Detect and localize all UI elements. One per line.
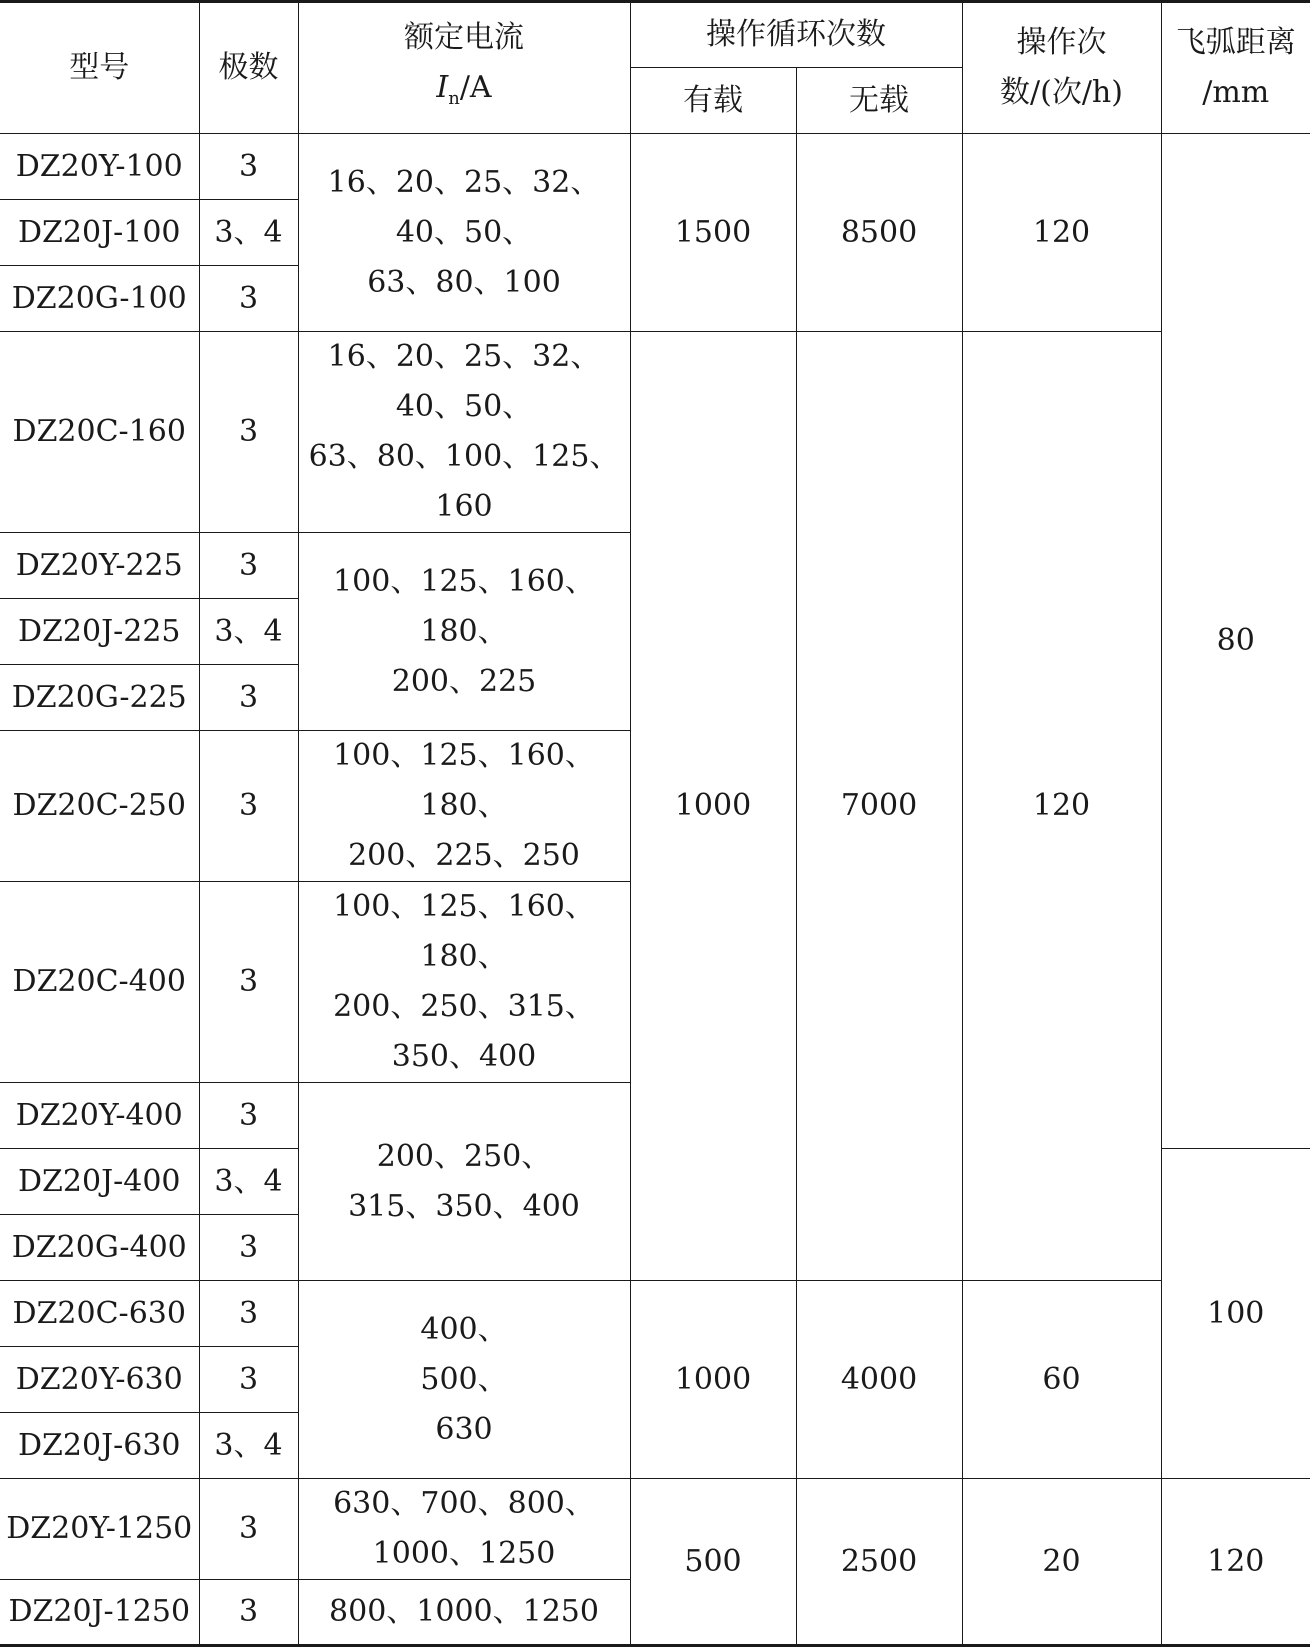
arc-cell: 100: [1161, 1149, 1310, 1479]
current-cell: 100、125、160、180、 200、225、250: [298, 731, 630, 882]
loaded-cell: 1500: [630, 134, 796, 332]
poles-cell: 3: [199, 882, 298, 1083]
current-cell: 16、20、25、32、40、50、 63、80、100: [298, 134, 630, 332]
loaded-cell: 1000: [630, 332, 796, 1281]
unloaded-cell: 2500: [796, 1479, 962, 1646]
table-row: [0, 332, 1310, 533]
model-cell: DZ20Y-225: [0, 533, 199, 599]
model-cell: DZ20G-225: [0, 665, 199, 731]
poles-cell: 3: [199, 266, 298, 332]
header-rated-current: [298, 2, 630, 134]
table-row: [0, 134, 1310, 200]
ops-cell: 120: [962, 332, 1161, 1281]
current-cell: 16、20、25、32、40、50、 63、80、100、125、160: [298, 332, 630, 533]
model-cell: DZ20J-100: [0, 200, 199, 266]
current-cell: 800、1000、1250: [298, 1580, 630, 1646]
poles-cell: 3: [199, 1281, 298, 1347]
poles-cell: 3、4: [199, 1413, 298, 1479]
header-loaded: 有载: [630, 68, 796, 134]
unloaded-cell: 8500: [796, 134, 962, 332]
model-cell: DZ20J-400: [0, 1149, 199, 1215]
header-poles: 极数: [199, 2, 298, 134]
model-cell: DZ20Y-630: [0, 1347, 199, 1413]
current-cell: 100、125、160、180、 200、225: [298, 533, 630, 731]
model-cell: DZ20G-400: [0, 1215, 199, 1281]
poles-cell: 3、4: [199, 200, 298, 266]
poles-cell: 3: [199, 1580, 298, 1646]
poles-cell: 3: [199, 533, 298, 599]
model-cell: DZ20Y-400: [0, 1083, 199, 1149]
current-cell: 400、 500、 630: [298, 1281, 630, 1479]
model-cell: DZ20Y-100: [0, 134, 199, 200]
model-cell: DZ20J-630: [0, 1413, 199, 1479]
model-cell: DZ20C-160: [0, 332, 199, 533]
poles-cell: 3、4: [199, 599, 298, 665]
model-cell: DZ20J-1250: [0, 1580, 199, 1646]
model-cell: DZ20Y-1250: [0, 1479, 199, 1580]
model-cell: DZ20C-630: [0, 1281, 199, 1347]
poles-cell: 3: [199, 1347, 298, 1413]
header-rated-current-unit: $I_n/A$: [436, 69, 492, 109]
poles-cell: 3、4: [199, 1149, 298, 1215]
poles-cell: 3: [199, 332, 298, 533]
poles-cell: 3: [199, 1215, 298, 1281]
current-cell: 630、700、800、 1000、1250: [298, 1479, 630, 1580]
header-operations: 操作次 数/(次/h): [962, 2, 1161, 134]
ops-cell: 120: [962, 134, 1161, 332]
current-cell: 100、125、160、180、 200、250、315、350、400: [298, 882, 630, 1083]
arc-cell: 80: [1161, 134, 1310, 1149]
model-cell: DZ20G-100: [0, 266, 199, 332]
unloaded-cell: 7000: [796, 332, 962, 1281]
header-model: 型号: [0, 2, 199, 134]
poles-cell: 3: [199, 1083, 298, 1149]
unloaded-cell: 4000: [796, 1281, 962, 1479]
model-cell: DZ20J-225: [0, 599, 199, 665]
ops-cell: 60: [962, 1281, 1161, 1479]
header-rated-current-label: 额定电流: [404, 19, 524, 55]
poles-cell: 3: [199, 134, 298, 200]
loaded-cell: 500: [630, 1479, 796, 1646]
poles-cell: 3: [199, 1479, 298, 1580]
model-cell: DZ20C-250: [0, 731, 199, 882]
table-row: [0, 1281, 1310, 1347]
header-cycles: 操作循环次数: [630, 2, 962, 68]
table-row: [0, 1479, 1310, 1580]
poles-cell: 3: [199, 665, 298, 731]
header-arc-distance: 飞弧距离 /mm: [1161, 2, 1310, 134]
ops-cell: 20: [962, 1479, 1161, 1646]
arc-cell: 120: [1161, 1479, 1310, 1646]
model-cell: DZ20C-400: [0, 882, 199, 1083]
header-unloaded: 无载: [796, 68, 962, 134]
poles-cell: 3: [199, 731, 298, 882]
current-cell: 200、250、 315、350、400: [298, 1083, 630, 1281]
loaded-cell: 1000: [630, 1281, 796, 1479]
